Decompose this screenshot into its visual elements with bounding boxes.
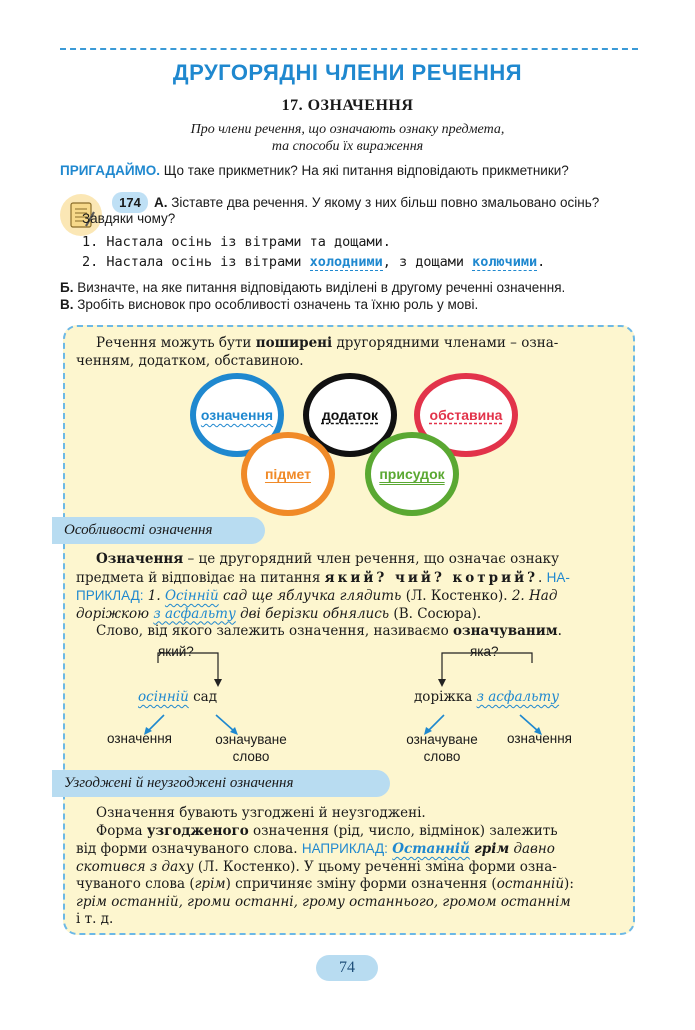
modified-text-a: Слово, від якого залежить означення, називаємо <box>96 623 454 639</box>
forms-end: і т. д. <box>76 911 114 927</box>
task-v-letter: В. <box>60 297 74 312</box>
example-2-start: 2. Над <box>511 588 558 604</box>
diagram-left-attribute: осінній <box>138 689 189 705</box>
example-2-attribute: з асфальту <box>153 605 236 622</box>
form-line-2: від форми означуваного слова. <box>76 841 302 857</box>
change-word-2: останній <box>496 876 565 892</box>
change-text-a: чуваного слова ( <box>76 876 195 892</box>
intro-paragraph <box>76 335 616 370</box>
diagram-right-label-noun <box>397 731 487 765</box>
diagram-right-label-noun-1: означуване <box>406 732 478 747</box>
diagram-right-noun: доріжка <box>414 689 473 705</box>
sentence-2-part-c: . <box>537 254 546 270</box>
change-word-1: грім <box>194 876 226 892</box>
highlight-word-1: холодними <box>309 254 383 270</box>
diagram-right-phrase <box>414 689 559 707</box>
change-text-b: ) спричиняє зміну форми означення ( <box>225 876 497 892</box>
subtitle-line-1: Про члени речення, що означають ознаку предмета, <box>190 122 505 137</box>
recall-line <box>60 163 569 178</box>
exercise-number: 174 <box>112 192 148 213</box>
def-line-2-end: . <box>538 569 547 586</box>
agree-line-4 <box>76 859 624 877</box>
def-line-4 <box>76 606 624 624</box>
sentence-1: 1. Настала осінь із вітрами та дощами. <box>82 234 391 250</box>
ring-prysudok <box>365 432 459 516</box>
form-text-a: Форма <box>96 822 147 839</box>
sentence-2 <box>82 254 545 270</box>
ring-label-dodatok: додаток <box>321 407 379 423</box>
highlight-word-2: колючими <box>472 254 538 270</box>
diagram-left-label-noun <box>206 731 296 765</box>
agree-line-2 <box>76 823 624 841</box>
def-line-1 <box>76 551 624 569</box>
example-1-number: 1. <box>143 588 165 604</box>
example-3-author: (Л. Костенко). <box>193 858 300 875</box>
ring-label-obstavyna: обставина <box>429 407 503 423</box>
example-3-text-b: скотився з даху <box>76 858 194 875</box>
section-title: ДРУГОРЯДНІ ЧЛЕНИ РЕЧЕННЯ <box>172 60 523 85</box>
example-3-comment: У цьому реченні зміна форми озна- <box>299 858 557 875</box>
task-b-text: Визначте, на яке питання відповідають виділені в другому реченні означення. <box>73 280 566 295</box>
def-questions: який? чий? котрий? <box>324 569 539 586</box>
example-2-text-b: дві берізки обнялись <box>235 605 390 622</box>
example-1-text: сад ще яблучка глядить <box>218 588 402 604</box>
sentence-2-part-a: 2. Настала осінь із вітрами <box>82 254 310 270</box>
recall-text: Що таке прикметник? На які питання відповідають прикметники? <box>160 163 569 178</box>
banner-agreement: Узгоджені й неузгоджені означення <box>52 770 390 797</box>
modified-text-b: . <box>557 623 562 639</box>
definition-paragraph <box>76 551 624 641</box>
task-b-letter: Б. <box>60 280 74 295</box>
diagram-right-attribute: з асфальту <box>476 689 560 705</box>
task-a-letter: А. <box>154 195 168 210</box>
subtitle-line-2: та способи їх вираження <box>271 139 424 154</box>
forms-line: грім останній, громи останні, грому останнього, громом останнім <box>76 893 571 910</box>
top-divider <box>60 48 638 50</box>
task-a-text: Зіставте два речення. У якому з них більш повно змальовано осінь? <box>171 195 600 210</box>
def-text-a: – це другорядний член речення, що означає ознаку <box>183 551 560 567</box>
def-line-5 <box>76 623 624 641</box>
example-3-noun: грім <box>474 841 510 857</box>
diagram-left-label-noun-1: означуване <box>215 732 287 747</box>
agree-line-3 <box>76 840 624 859</box>
diagram-left-label-attr: означення <box>107 731 172 746</box>
def-line-3 <box>76 587 624 606</box>
banner-features: Особливості означення <box>52 517 265 544</box>
example-3-text: давно <box>509 841 555 857</box>
lesson-subtitle <box>0 121 695 155</box>
diagram-left-question: який? <box>158 644 194 659</box>
example-3-attribute: Останній <box>392 841 470 857</box>
intro-line-2: ченням, додатком, обставиною. <box>76 352 304 369</box>
lesson-title: 17. ОЗНАЧЕННЯ <box>281 97 414 114</box>
change-text-c: ): <box>564 876 574 892</box>
intro-bold: поширені <box>255 335 333 351</box>
agree-line-1: Означення бувають узгоджені й неузгоджені. <box>96 805 426 821</box>
form-text-b: означення (рід, число, відмінок) залежить <box>248 822 558 839</box>
example-1-author: (Л. Костенко). <box>401 588 512 604</box>
example-2-author: (В. Сосюра). <box>389 605 482 622</box>
diagram-right-question: яка? <box>470 644 499 659</box>
ring-pidmet <box>241 432 335 516</box>
example-label-3: НАПРИКЛАД: <box>301 841 388 856</box>
diagram-right-label-noun-2: слово <box>423 749 461 764</box>
example-label-part-1: НА- <box>546 569 570 585</box>
task-b <box>60 280 565 295</box>
diagram-left-phrase <box>138 689 217 707</box>
task-v-text: Зробіть висновок про особливості означень та їхню роль у мові. <box>73 297 479 312</box>
def-bold: Означення <box>96 551 184 567</box>
intro-text-a: Речення можуть бути <box>96 335 256 351</box>
page-number: 74 <box>316 955 378 981</box>
form-bold: узгодженого <box>146 822 249 839</box>
diagram-left-label-noun-2: слово <box>232 749 270 764</box>
diagram-left-noun: сад <box>193 689 218 705</box>
example-1-attribute: Осінній <box>164 588 219 604</box>
ring-label-prysudok: присудок <box>379 466 445 482</box>
task-a <box>154 194 644 211</box>
diagram-right-label-attr: означення <box>507 731 572 746</box>
intro-line-1 <box>96 335 616 353</box>
intro-text-b: другорядними членами – озна- <box>332 335 559 351</box>
agree-line-5 <box>76 876 624 894</box>
agreement-paragraph <box>76 805 624 929</box>
ring-label-oznachennia: означення <box>200 407 274 423</box>
def-line-2 <box>76 569 624 588</box>
def-line-2-text: предмета й відповідає на питання <box>76 569 325 586</box>
task-v <box>60 297 478 312</box>
modified-bold: означуваним <box>453 623 558 639</box>
task-a-line-2: Завдяки чому? <box>82 211 176 226</box>
example-2-text-a: доріжкою <box>76 605 154 622</box>
sentence-2-part-b: , з дощами <box>382 254 473 270</box>
recall-label: ПРИГАДАЙМО. <box>60 163 161 178</box>
ring-label-pidmet: підмет <box>264 466 312 482</box>
example-label-part-2: ПРИКЛАД: <box>76 588 144 603</box>
